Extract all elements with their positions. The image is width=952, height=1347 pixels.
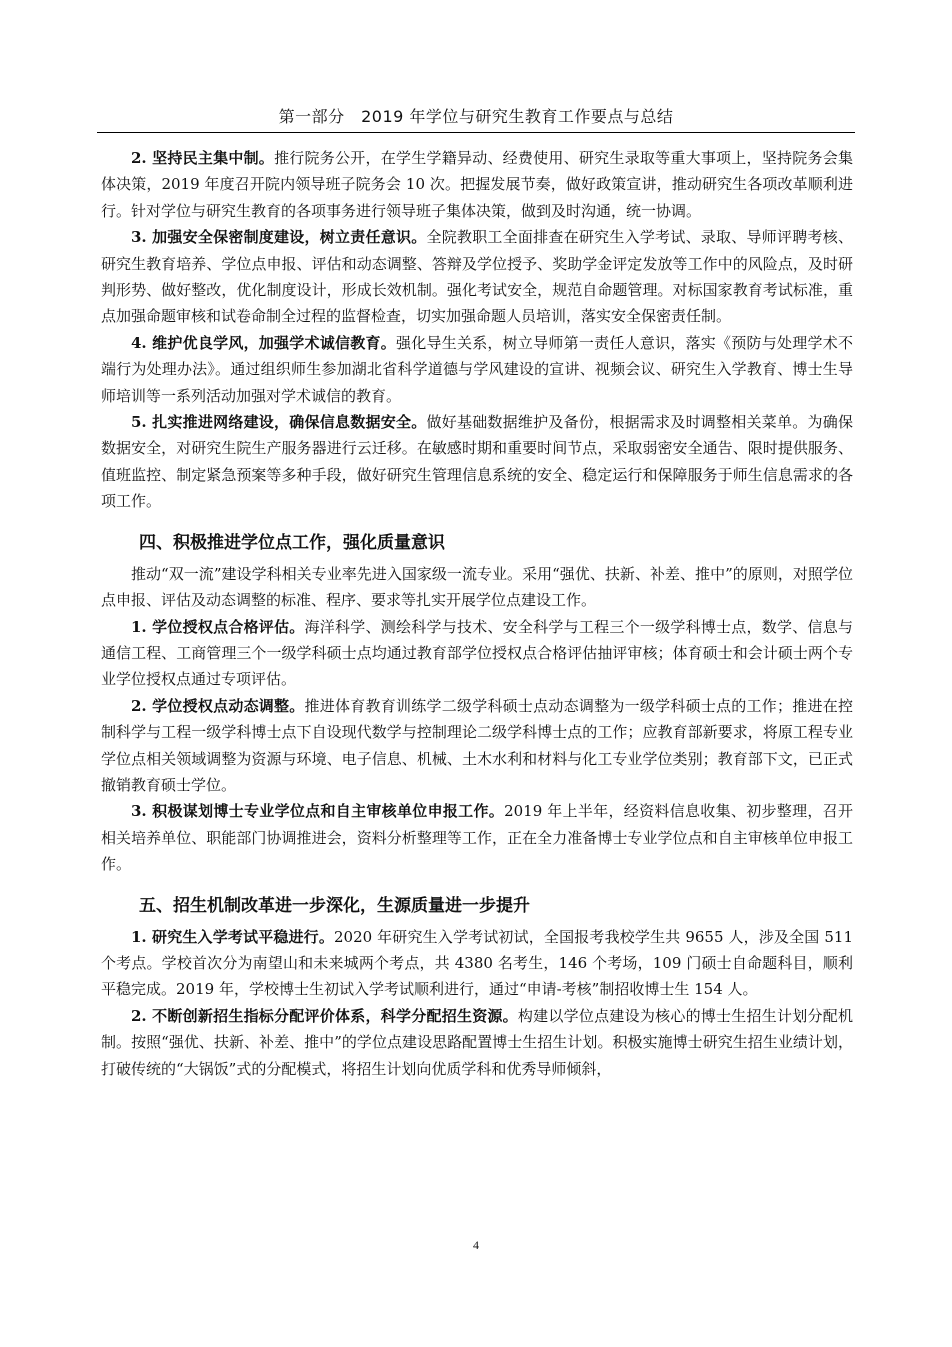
paragraph xyxy=(101,1003,853,1082)
paragraph xyxy=(101,693,853,799)
paragraph-body: 强化导生关系，树立导师第一责任人意识，落实《预防与处理学术不端行为处理办法》。通过组织师生参加湖北省科学道德与学风建设的宣讲、视频会议、研究生入学教育、博士生导师培训等一系列活动加强对学术诚信的教育。 xyxy=(101,333,853,405)
paragraph-lead: 2. 坚持民主集中制。 xyxy=(131,149,275,167)
section-heading-5: 五、招生机制改革进一步深化，生源质量进一步提升 xyxy=(139,895,530,916)
paragraph-body: 推行院务公开，在学生学籍异动、经费使用、研究生录取等重大事项上，坚持院务会集体决策，2019 年度召开院内领导班子院务会 10 次。把握发展节奏，做好政策宣讲，推动研究生各项改革顺利进行。针对学位与研究生教育的各项事务进行领导班子集体决策，做到及时沟通，统一协调。 xyxy=(101,149,853,220)
paragraph-body: 做好基础数据维护及备份，根据需求及时调整相关菜单。为确保数据安全，对研究生院生产服务器进行云迁移。在敏感时期和重要时间节点，采取弱密安全通告、限时提供服务、值班监控、制定紧急预案等多种手段，做好研究生管理信息系统的安全、稳定运行和保障服务于师生信息需求的各项工作。 xyxy=(101,413,853,511)
page-content xyxy=(101,145,853,1082)
paragraph xyxy=(101,798,853,877)
paragraph xyxy=(101,924,853,1003)
paragraph xyxy=(101,145,853,224)
paragraph xyxy=(101,409,853,515)
paragraph-body: 全院教职工全面排查在研究生入学考试、录取、导师评聘考核、研究生教育培养、学位点申报、评估和动态调整、答辩及学位授予、奖助学金评定发放等工作中的风险点，及时研判形势、做好整改，优化制度设计，形成长效机制。强化考试安全，规范自命题管理。对标国家教育考试标准，重点加强命题审核和试卷命制全过程的监督检查，切实加强命题人员培训，落实安全保密责任制。 xyxy=(101,228,853,326)
section-heading-4: 四、积极推进学位点工作，强化质量意识 xyxy=(139,532,445,553)
paragraph-lead: 1. 研究生入学考试平稳进行。 xyxy=(131,927,335,946)
paragraph-lead: 4. 维护优良学风，加强学术诚信教育。 xyxy=(131,333,396,352)
paragraph xyxy=(101,614,853,693)
paragraph-lead: 2. 学位授权点动态调整。 xyxy=(131,696,305,715)
running-header: 第一部分 2019 年学位与研究生教育工作要点与总结 xyxy=(278,107,674,126)
paragraph-body: 2020 年研究生入学考试初试，全国报考我校学生共 9655 人，涉及全国 511 个考点。学校首次分为南望山和未来城两个考点，共 4380 名考生，146 个考场，109 门硕士自命题科目，顺利平稳完成。2019 年，学校博士生初试入学考试顺利进行，通过“申请-考核”制招收博士生 154 人。 xyxy=(101,927,853,999)
header-rule xyxy=(97,132,855,133)
paragraph-lead: 1. 学位授权点合格评估。 xyxy=(131,617,305,636)
paragraph-lead: 5. 扎实推进网络建设，确保信息数据安全。 xyxy=(131,413,427,432)
paragraph-lead: 3. 加强安全保密制度建设，树立责任意识。 xyxy=(131,228,427,247)
paragraph xyxy=(101,224,853,330)
page-number: 4 xyxy=(473,1238,479,1252)
paragraph-body: 2019 年上半年，经资料信息收集、初步整理，召开相关培养单位、职能部门协调推进会，资料分析整理等工作，正在全力准备博士专业学位点和自主审核单位申报工作。 xyxy=(101,802,853,874)
paragraph-lead: 3. 积极谋划博士专业学位点和自主审核单位申报工作。 xyxy=(131,802,505,821)
paragraph xyxy=(101,330,853,409)
paragraph-body: 海洋科学、测绘科学与技术、安全科学与工程三个一级学科博士点，数学、信息与通信工程、工商管理三个一级学科硕士点均通过教育部学位授权点合格评估抽评审核；体育硕士和会计硕士两个专业学位授权点通过专项评估。 xyxy=(101,617,853,689)
section-intro: 推动“双一流”建设学科相关专业率先进入国家级一流专业。采用“强优、扶新、补差、推中”的原则，对照学位点申报、评估及动态调整的标准、程序、要求等扎实开展学位点建设工作。 xyxy=(101,564,853,610)
paragraph-body: 构建以学位点建设为核心的博士生招生计划分配机制。按照“强优、扶新、补差、推中”的学位点建设思路配置博士生招生计划。积极实施博士研究生招生业绩计划，打破传统的“大锅饭”式的分配模式，将招生计划向优质学科和优秀导师倾斜， xyxy=(101,1006,853,1078)
paragraph-body: 推进体育教育训练学二级学科硕士点动态调整为一级学科硕士点的工作；推进在控制科学与工程一级学科博士点下自设现代数学与控制理论二级学科博士点的工作；应教育部新要求，将原工程专业学位点相关领域调整为资源与环境、电子信息、机械、土木水利和材料与化工专业学位类别；教育部下文，已正式撤销教育硕士学位。 xyxy=(101,696,853,794)
paragraph-lead: 2. 不断创新招生指标分配评价体系，科学分配招生资源。 xyxy=(131,1006,518,1025)
